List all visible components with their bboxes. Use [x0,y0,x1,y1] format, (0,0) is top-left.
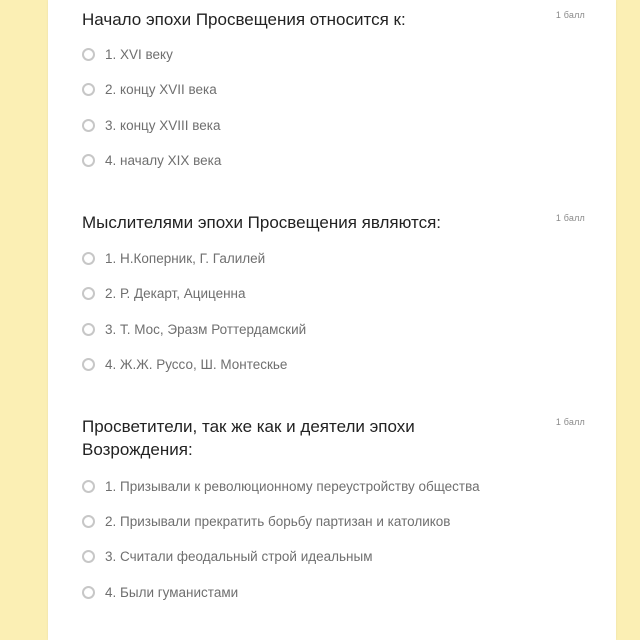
answer-option[interactable] [82,246,265,270]
radio-button[interactable] [82,154,95,167]
radio-button[interactable] [82,83,95,96]
option-label: 1. Призывали к революционному переустройству общества [105,478,480,494]
option-label: 2. Призывали прекратить борьбу партизан и католиков [105,513,451,529]
answer-option[interactable] [82,148,221,172]
question-1 [82,8,612,168]
option-label: 3. Т. Мос, Эразм Роттердамский [105,321,307,337]
radio-button[interactable] [82,48,95,61]
radio-button[interactable] [82,252,95,265]
option-label: 4. Ж.Ж. Руссо, Ш. Монтескье [105,356,288,372]
answer-option[interactable] [82,42,173,66]
question-3 [82,415,612,600]
question-title: Мыслителями эпохи Просвещения являются: [82,213,442,232]
question-title: Начало эпохи Просвещения относится к: [82,10,406,29]
answer-option[interactable] [82,509,450,533]
option-label: 4. началу XIX века [105,152,222,168]
answer-option[interactable] [82,281,246,305]
radio-button[interactable] [82,119,95,132]
answer-option[interactable] [82,580,238,604]
question-points: 1 балл [555,417,585,427]
answer-option[interactable] [82,352,287,376]
answer-option[interactable] [82,77,217,101]
question-2 [82,211,612,372]
option-label: 1. Н.Коперник, Г. Галилей [105,250,266,266]
radio-button[interactable] [82,323,95,336]
answer-option[interactable] [82,317,306,341]
answer-option[interactable] [82,474,480,498]
form-card [48,0,616,640]
radio-button[interactable] [82,550,95,563]
radio-button[interactable] [82,480,95,493]
option-label: 2. концу XVII века [105,81,217,97]
option-label: 1. XVI веку [105,46,173,62]
option-label: 4. Были гуманистами [105,584,239,600]
option-label: 3. концу XVIII века [105,117,221,133]
radio-button[interactable] [82,358,95,371]
radio-button[interactable] [82,586,95,599]
question-points: 1 балл [555,213,585,223]
question-points: 1 балл [555,10,585,20]
option-label: 2. Р. Декарт, Ациценна [105,285,246,301]
answer-option[interactable] [82,544,373,568]
option-label: 3. Считали феодальный строй идеальным [105,548,373,564]
answer-option[interactable] [82,113,221,137]
radio-button[interactable] [82,515,95,528]
radio-button[interactable] [82,287,95,300]
question-title: Просветители, так же как и деятели эпохи Возрождения: [82,417,415,459]
